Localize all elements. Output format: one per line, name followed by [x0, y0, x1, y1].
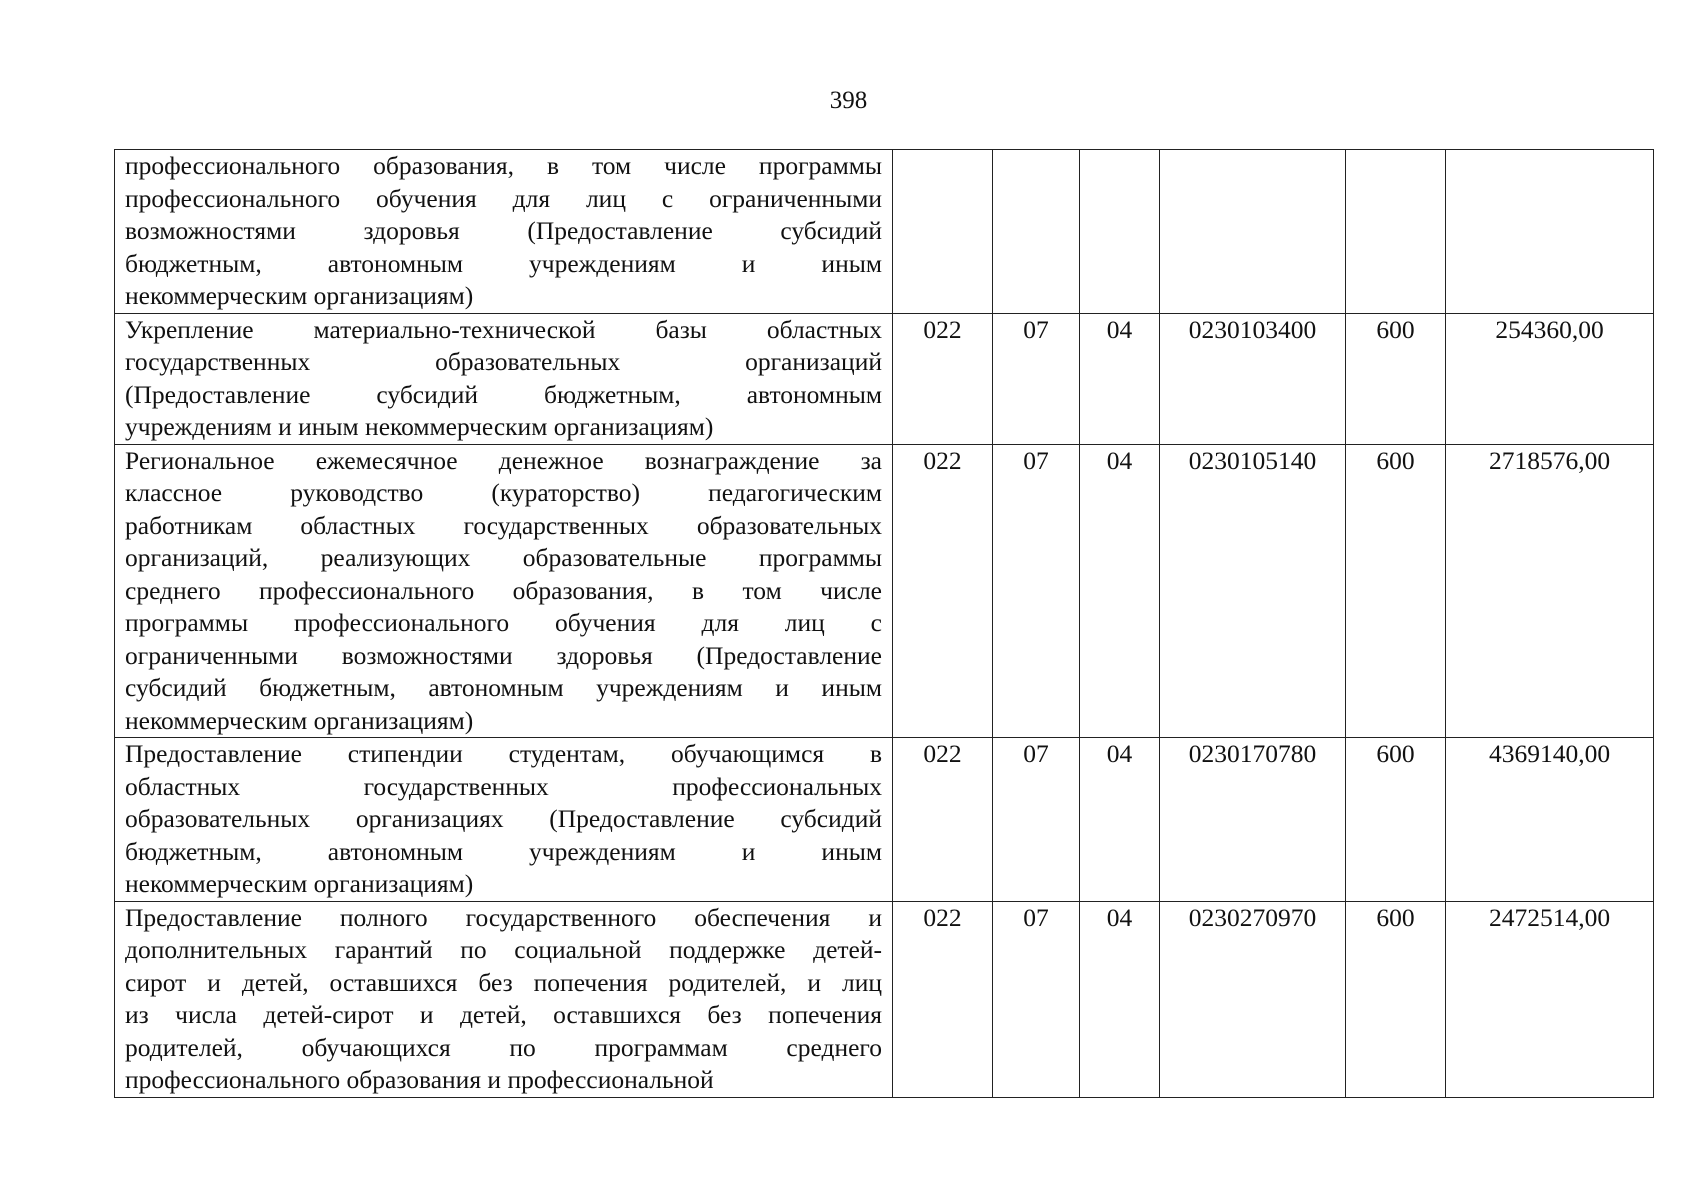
expense-description-cell: [115, 738, 893, 902]
expense-type-code-cell: 600: [1346, 738, 1446, 902]
subsection-code-cell: 04: [1080, 901, 1160, 1097]
ministry-code-cell: 022: [893, 444, 993, 738]
page-number: 398: [829, 87, 868, 114]
section-code-cell: 07: [993, 901, 1080, 1097]
subsection-code-cell: 04: [1080, 738, 1160, 902]
amount-cell: 2472514,00: [1446, 901, 1654, 1097]
description-line: Укрепление материально-технической базы областных: [125, 314, 882, 344]
table-row: [115, 150, 1654, 314]
ministry-code-cell: 022: [893, 313, 993, 444]
subsection-code-cell: [1080, 150, 1160, 314]
table-row: [115, 901, 1654, 1097]
description-line: классное руководство (кураторство) педагогическим: [125, 478, 882, 507]
expense-type-code-cell: [1346, 150, 1446, 314]
subsection-code-cell: 04: [1080, 313, 1160, 444]
description-line: из числа детей-сирот и детей, оставшихся без попечения: [125, 1000, 882, 1029]
amount-cell: 2718576,00: [1446, 444, 1654, 738]
expense-type-code-cell: 600: [1346, 444, 1446, 738]
expense-description-cell: [115, 313, 893, 444]
section-code-cell: 07: [993, 313, 1080, 444]
description-line: областных государственных профессиональных: [125, 771, 882, 801]
description-line: образовательных организациях (Предоставление субсидий: [125, 804, 882, 833]
section-code-cell: 07: [993, 444, 1080, 738]
ministry-code-cell: 022: [893, 738, 993, 902]
description-line: организаций, реализующих образовательные программы: [125, 543, 882, 572]
amount-cell: 254360,00: [1446, 313, 1654, 444]
description-line: профессионального обучения для лиц с ограниченными: [125, 183, 882, 213]
description-line: учреждениям и иным некоммерческим организациям): [125, 412, 714, 441]
subsection-code-cell: 04: [1080, 444, 1160, 738]
description-line: Предоставление полного государственного обеспечения и: [125, 902, 882, 932]
description-line: (Предоставление субсидий бюджетным, автономным: [125, 379, 882, 409]
section-code-cell: [993, 150, 1080, 314]
description-line: родителей, обучающихся по программам среднего: [125, 1032, 882, 1062]
expense-description-cell: [115, 444, 893, 738]
description-line: программы профессионального обучения для лиц с: [125, 608, 882, 637]
section-code-cell: 07: [993, 738, 1080, 902]
ministry-code-cell: [893, 150, 993, 314]
target-article-code-cell: 0230170780: [1160, 738, 1346, 902]
description-line: профессионального образования и профессиональной: [125, 1065, 714, 1094]
description-line: некоммерческим организациям): [125, 281, 474, 310]
table-row: [115, 444, 1654, 738]
description-line: среднего профессионального образования, в том числе: [125, 575, 882, 605]
target-article-code-cell: 0230105140: [1160, 444, 1346, 738]
description-line: Региональное ежемесячное денежное вознаграждение за: [125, 445, 882, 475]
target-article-code-cell: 0230103400: [1160, 313, 1346, 444]
description-line: возможностями здоровья (Предоставление субсидий: [125, 216, 882, 245]
table-row: [115, 738, 1654, 902]
amount-cell: 4369140,00: [1446, 738, 1654, 902]
description-line: профессионального образования, в том числе программы: [125, 151, 882, 180]
description-line: Предоставление стипендии студентам, обучающимся в: [125, 739, 882, 768]
ministry-code-cell: 022: [893, 901, 993, 1097]
description-line: работникам областных государственных образовательных: [125, 510, 882, 540]
description-line: ограниченными возможностями здоровья (Предоставление: [125, 640, 882, 670]
description-line: сирот и детей, оставшихся без попечения родителей, и лиц: [125, 967, 882, 997]
amount-cell: [1446, 150, 1654, 314]
description-line: некоммерческим организациям): [125, 705, 474, 735]
description-line: бюджетным, автономным учреждениям и иным: [125, 836, 882, 866]
expense-description-cell: [115, 901, 893, 1097]
description-line: государственных образовательных организаций: [125, 347, 882, 376]
description-line: субсидий бюджетным, автономным учреждениям и иным: [125, 673, 882, 702]
expense-description-cell: [115, 150, 893, 314]
expense-type-code-cell: 600: [1346, 901, 1446, 1097]
target-article-code-cell: 0230270970: [1160, 901, 1346, 1097]
table-body: [115, 150, 1654, 1098]
expense-type-code-cell: 600: [1346, 313, 1446, 444]
table-row: [115, 313, 1654, 444]
description-line: некоммерческим организациям): [125, 869, 474, 898]
target-article-code-cell: [1160, 150, 1346, 314]
description-line: дополнительных гарантий по социальной поддержке детей-: [125, 935, 882, 964]
description-line: бюджетным, автономным учреждениям и иным: [125, 248, 882, 278]
budget-table: [114, 149, 1654, 1098]
